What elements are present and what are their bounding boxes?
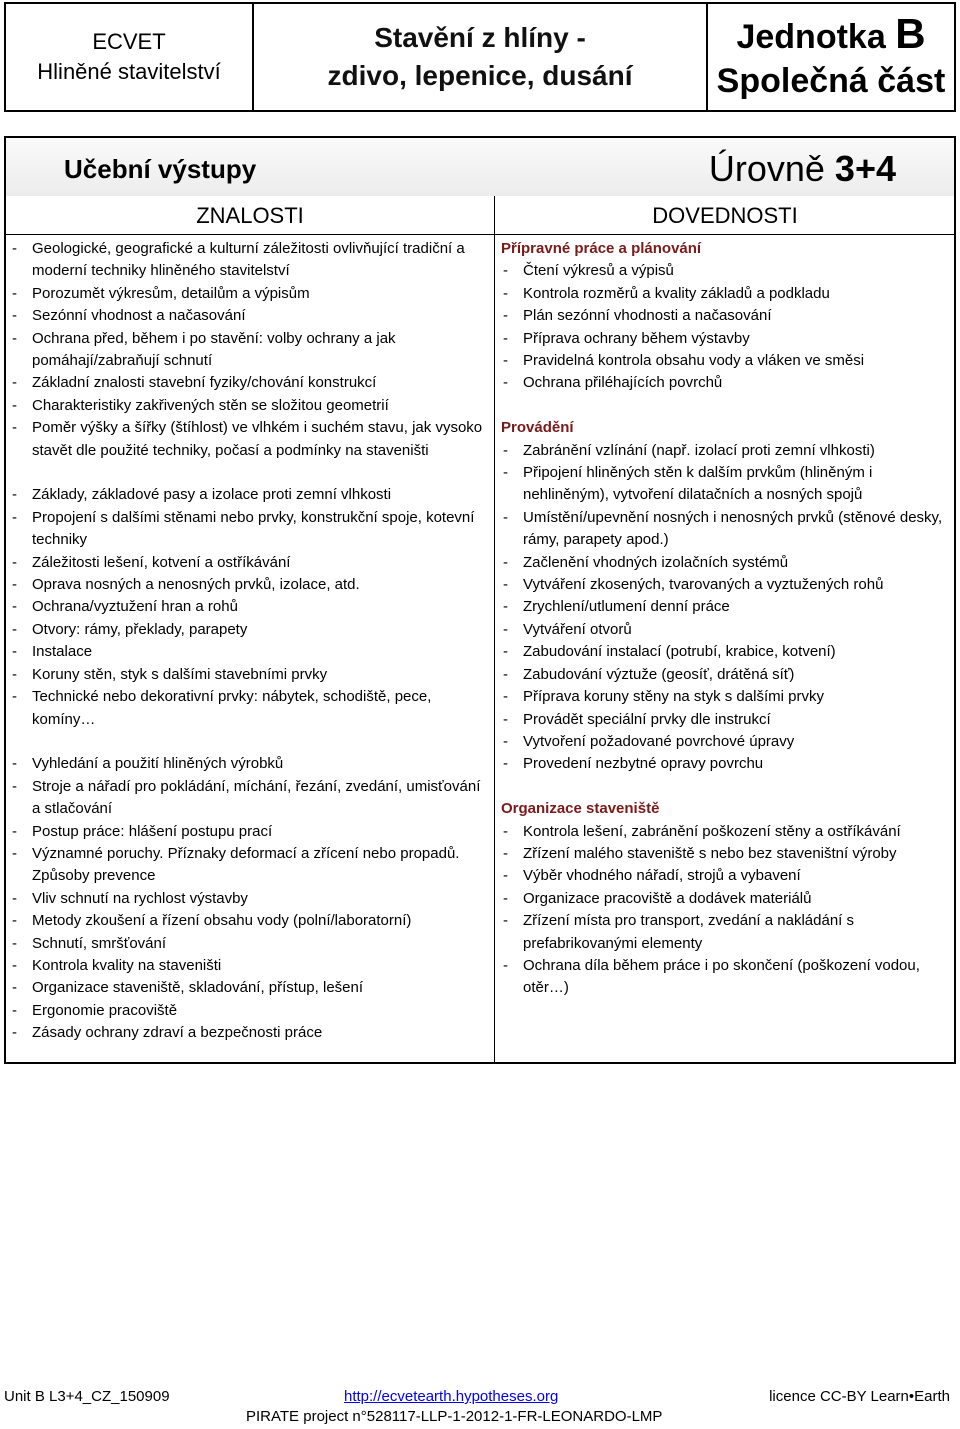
list-item: - Kontrola lešení, zabránění poškození stěny a ostříkávání xyxy=(501,821,953,843)
list-item: - Geologické, geografické a kulturní záležitosti ovlivňující tradiční a moderní techniky hliněného stavitelství xyxy=(10,238,490,283)
list-item: - Propojení s dalšími stěnami nebo prvky, konstrukční spoje, kotevní techniky xyxy=(10,507,490,552)
list-item: - Vytvoření požadované povrchové úpravy xyxy=(501,731,953,753)
topic-line-1: Stavění z hlíny - xyxy=(374,22,586,53)
unit-label: Jednotka xyxy=(736,17,896,56)
list-item: - Pravidelná kontrola obsahu vody a vláken ve směsi xyxy=(501,350,953,372)
footer-project-id: PIRATE project n°528117-LLP-1-2012-1-FR-LEONARDO-LMP xyxy=(246,1408,663,1425)
list-item: - Příprava ochrany během výstavby xyxy=(501,328,953,350)
list-item: - Vyhledání a použití hliněných výrobků xyxy=(10,753,490,775)
list-item: - Instalace xyxy=(10,641,490,663)
knowledge-list-1 xyxy=(10,238,490,462)
list-item: - Zabránění vzlínání (např. izolací proti zemní vlhkosti) xyxy=(501,440,953,462)
list-item: - Ergonomie pracoviště xyxy=(10,1000,490,1022)
exec-section-title: Provádění xyxy=(501,419,574,437)
list-item: - Plán sezónní vhodnosti a načasování xyxy=(501,305,953,327)
spacer xyxy=(501,395,953,417)
footer-website-link[interactable]: http://ecvetearth.hypotheses.org xyxy=(344,1388,559,1405)
footer-unit-code: Unit B L3+4_CZ_150909 xyxy=(4,1388,170,1405)
list-item: - Provedení nezbytné opravy povrchu xyxy=(501,753,953,775)
list-item: - Zřízení místa pro transport, zvedání a nakládání s prefabrikovanými elementy xyxy=(501,910,953,955)
knowledge-list-2 xyxy=(10,484,490,730)
list-item: - Technické nebo dekorativní prvky: nábytek, schodiště, pece, komíny… xyxy=(10,686,490,731)
prep-list xyxy=(501,260,953,394)
list-item: - Vliv schnutí na rychlost výstavby xyxy=(10,888,490,910)
unit-title xyxy=(736,9,926,59)
skills-column xyxy=(501,238,953,1000)
list-item: - Ochrana díla během práce i po skončení (poškození vodou, otěr…) xyxy=(501,955,953,1000)
org-list xyxy=(501,821,953,1000)
unit-letter: B xyxy=(895,9,926,57)
list-item: - Zabudování instalací (potrubí, krabice, kotvení) xyxy=(501,641,953,663)
knowledge-column xyxy=(10,238,490,1045)
list-item: - Základy, základové pasy a izolace proti zemní vlhkosti xyxy=(10,484,490,506)
document-header xyxy=(4,2,956,112)
list-item: - Organizace pracoviště a dodávek materiálů xyxy=(501,888,953,910)
list-item: - Umístění/upevnění nosných i nenosných prvků (stěnové desky, rámy, parapety apod.) xyxy=(501,507,953,552)
list-item: - Kontrola rozměrů a kvality základů a podkladu xyxy=(501,283,953,305)
list-item: - Ochrana/vyztužení hran a rohů xyxy=(10,596,490,618)
knowledge-heading: ZNALOSTI xyxy=(196,203,304,228)
list-item: - Základní znalosti stavební fyziky/chování konstrukcí xyxy=(10,372,490,394)
topic-line-2: zdivo, lepenice, dusání xyxy=(327,60,633,91)
list-item: - Zásady ochrany zdraví a bezpečnosti práce xyxy=(10,1022,490,1044)
spacer xyxy=(10,731,490,753)
level-value: 3+4 xyxy=(834,148,896,189)
list-item: - Připojení hliněných stěn k dalším prvkům (hliněným i nehliněným), vytvoření dilatačních a nosných spojů xyxy=(501,462,953,507)
unit-part: Společná část xyxy=(716,61,946,100)
list-item: - Začlenění vhodných izolačních systémů xyxy=(501,552,953,574)
level-label: Úrovně xyxy=(708,148,835,189)
list-item: - Otvory: rámy, překlady, parapety xyxy=(10,619,490,641)
list-item: - Zrychlení/utlumení denní práce xyxy=(501,596,953,618)
list-item: - Čtení výkresů a výpisů xyxy=(501,260,953,282)
spacer xyxy=(501,776,953,798)
page-footer xyxy=(0,1384,960,1429)
list-item: - Stroje a nářadí pro pokládání, míchání, řezání, zvedání, umisťování a stlačování xyxy=(10,776,490,821)
list-item: - Ochrana před, během i po stavění: volby ochrany a jak pomáhají/zabraňují schnutí xyxy=(10,328,490,373)
list-item: - Výběr vhodného nářadí, strojů a vybavení xyxy=(501,865,953,887)
list-item: - Příprava koruny stěny na styk s dalšími prvky xyxy=(501,686,953,708)
list-item: - Poměr výšky a šířky (štíhlost) ve vlhkém i suchém stavu, jak vysoko stavět dle použité techniky, počasí a podmínky na staveništi xyxy=(10,417,490,462)
list-item: - Vytváření zkosených, tvarovaných a vyztužených rohů xyxy=(501,574,953,596)
list-item: - Charakteristiky zakřivených stěn se složitou geometrií xyxy=(10,395,490,417)
list-item: - Porozumět výkresům, detailům a výpisům xyxy=(10,283,490,305)
list-item: - Organizace staveniště, skladování, přístup, lešení xyxy=(10,977,490,999)
spacer xyxy=(10,462,490,484)
program-name: ECVET xyxy=(92,29,166,54)
footer-license: licence CC-BY Learn•Earth xyxy=(769,1388,950,1405)
prep-section-title: Přípravné práce a plánování xyxy=(501,240,702,257)
header-divider xyxy=(6,234,954,235)
column-divider xyxy=(494,196,495,1064)
table-title-bar xyxy=(6,138,954,196)
list-item: - Postup práce: hlášení postupu prací xyxy=(10,821,490,843)
list-item: - Zřízení malého staveniště s nebo bez staveništní výroby xyxy=(501,843,953,865)
list-item: - Ochrana přiléhajících povrchů xyxy=(501,372,953,394)
org-section-title: Organizace staveniště xyxy=(501,800,660,818)
skills-heading: DOVEDNOSTI xyxy=(652,203,798,228)
exec-list xyxy=(501,440,953,776)
level-title xyxy=(709,148,896,190)
list-item: - Kontrola kvality na staveništi xyxy=(10,955,490,977)
list-item: - Metody zkoušení a řízení obsahu vody (polní/laboratorní) xyxy=(10,910,490,932)
list-item: - Oprava nosných a nenosných prvků, izolace, atd. xyxy=(10,574,490,596)
header-program-cell xyxy=(6,4,254,110)
list-item: - Provádět speciální prvky dle instrukcí xyxy=(501,709,953,731)
list-item: - Zabudování výztuže (geosíť, drátěná síť) xyxy=(501,664,953,686)
list-item: - Sezónní vhodnost a načasování xyxy=(10,305,490,327)
list-item: - Koruny stěn, styk s dalšími stavebními prvky xyxy=(10,664,490,686)
list-item: - Významné poruchy. Příznaky deformací a zřícení nebo propadů. Způsoby prevence xyxy=(10,843,490,888)
list-item: - Vytváření otvorů xyxy=(501,619,953,641)
header-topic-cell xyxy=(254,4,708,110)
list-item: - Schnutí, smršťování xyxy=(10,933,490,955)
program-subtitle: Hliněné stavitelství xyxy=(37,59,221,84)
learning-outcomes-title: Učební výstupy xyxy=(64,154,257,184)
list-item: - Záležitosti lešení, kotvení a ostříkávání xyxy=(10,552,490,574)
header-unit-cell xyxy=(708,4,954,110)
learning-outcomes-table xyxy=(4,136,956,1064)
knowledge-list-3 xyxy=(10,753,490,1044)
